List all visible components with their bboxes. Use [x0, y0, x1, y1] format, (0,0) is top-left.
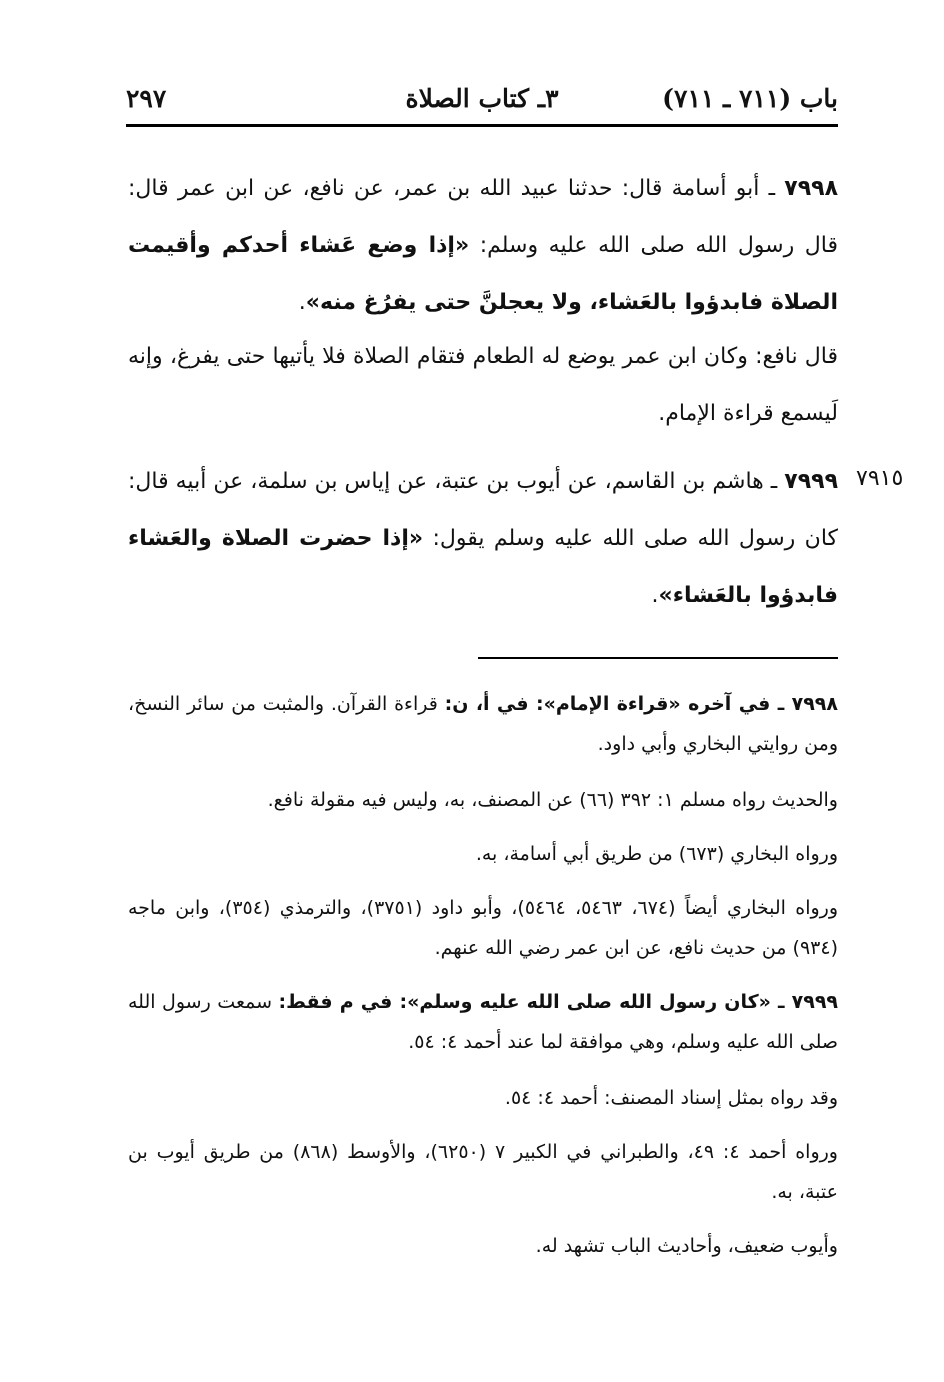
- footnote-text: ورواه أحمد ٤: ٤٩، والطبراني في الكبير ٧ (٦٢٥٠)، والأوسط (٨٦٨) من طريق أيوب بن عتبة، به.: [128, 1141, 838, 1203]
- hadith-isnad: ـ أبو أسامة قال: حدثنا عبيد الله بن عمر، عن نافع، عن ابن عمر قال: قال رسول الله صلى الله عليه وسلم:: [128, 176, 838, 258]
- footnote-tabarani: [128, 1132, 838, 1212]
- footnote-ahmad: [128, 1078, 838, 1118]
- footnote-text: وأيوب ضعيف، وأحاديث الباب تشهد له.: [535, 1235, 838, 1257]
- nafi-note-text: قال نافع: وكان ابن عمر يوضع له الطعام فتقام الصلاة فلا يأتيها حتى يفرغ، وإنه لَيسمع قراءة الإمام.: [128, 344, 838, 426]
- page-header: [126, 84, 838, 120]
- hadith-end: .: [298, 290, 306, 315]
- hadith-number: ٧٩٩٩: [784, 469, 838, 494]
- footnote-text: وقد رواه بمثل إسناد المصنف: أحمد ٤: ٥٤.: [504, 1087, 838, 1109]
- hadith-7998: [128, 160, 838, 331]
- hadith-isnad: ـ هاشم بن القاسم، عن أيوب بن عتبة، عن إياس بن سلمة، عن أبيه قال: كان رسول الله صلى الله عليه وسلم يقول:: [128, 469, 838, 551]
- chapter-heading: باب (٧١١ ـ ٧١١): [662, 84, 838, 113]
- hadith-number: ٧٩٩٨: [784, 176, 838, 201]
- book-title: ٣ـ كتاب الصلاة: [405, 84, 559, 113]
- footnote-lead: ٧٩٩٩ ـ «كان رسول الله صلى الله عليه وسلم»: في م فقط:: [278, 991, 839, 1013]
- footnote-muslim: [128, 780, 838, 820]
- footnote-7999: [128, 982, 838, 1062]
- header-divider: [126, 124, 838, 127]
- footnote-bukhari: [128, 834, 838, 874]
- footnote-7998: [128, 684, 838, 764]
- footnote-lead: ٧٩٩٨ ـ في آخره «قراءة الإمام»: في أ، ن:: [444, 693, 838, 715]
- footnote-other-sources: [128, 888, 838, 968]
- footnote-text: ورواه البخاري (٦٧٣) من طريق أبي أسامة، به.: [475, 843, 838, 865]
- footnote-text: قراءة القرآن. والمثبت من سائر النسخ، ومن روايتي البخاري وأبي داود.: [128, 693, 838, 755]
- hadith-quote: «إذا حضرت الصلاة والعَشاء فابدؤوا بالعَشاء»: [128, 526, 838, 608]
- hadith-7999: [128, 453, 838, 624]
- footnote-text: والحديث رواه مسلم ١: ٣٩٢ (٦٦) عن المصنف، به، وليس فيه مقولة نافع.: [267, 789, 838, 811]
- footnote-text: ورواه البخاري أيضاً (٦٧٤، ٥٤٦٣، ٥٤٦٤)، وأبو داود (٣٧٥١)، والترمذي (٣٥٤)، وابن ماجه (٩٣٤) من حديث نافع، عن ابن عمر رضي الله عنهم.: [128, 897, 839, 959]
- nafi-note: [128, 328, 838, 442]
- hadith-quote: «إذا وضع عَشاء أحدكم وأقيمت الصلاة فابدؤوا بالعَشاء، ولا يعجلنَّ حتى يفرُغ منه»: [128, 233, 838, 315]
- footnote-grading: [128, 1226, 838, 1266]
- page-number: ٢٩٧: [126, 84, 167, 113]
- hadith-end: .: [651, 583, 659, 608]
- margin-number: ٧٩١٥: [856, 466, 904, 491]
- footnote-divider: [478, 657, 838, 659]
- footnote-text: سمعت رسول الله صلى الله عليه وسلم، وهي موافقة لما عند أحمد ٤: ٥٤.: [128, 991, 838, 1053]
